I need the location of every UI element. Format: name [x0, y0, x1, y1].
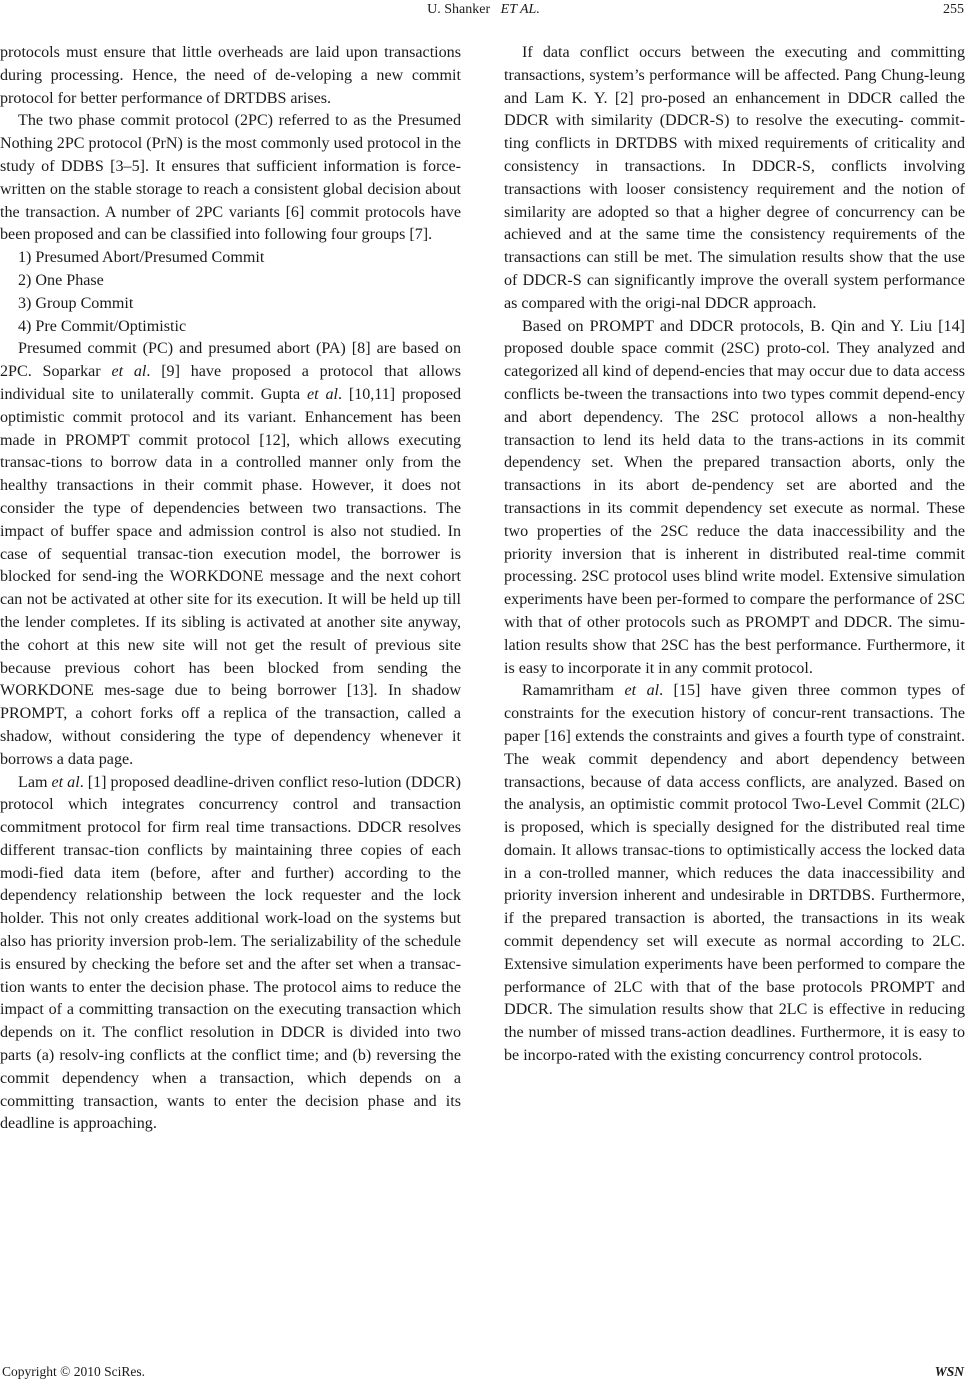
list-item: 4) Pre Commit/Optimistic [18, 317, 187, 335]
list-item: 3) Group Commit [18, 294, 134, 312]
paragraph: Based on PROMPT and DDCR protocols, B. Qin and Y. Liu [14] proposed double space commit (2SC) proto-col. They analyzed and categorized all kind of depend-encies that may occur due to data access conflicts be-tween the transactions into two types commit depend-ency and abort dependency. The 2SC protocol allows a non-healthy transaction to lend its held data to the trans-actions in its commit dependency set. When the prepared transaction aborts, only the transactions in its abort de-pendency set are aborted and the transactions in its commit dependency set execute as normal. These two properties of the 2SC reduce the data inaccessibility and the priority inversion that is inherent in distributed real-time commit processing. 2SC protocol uses blind write model. Extensive simulation experiments have been per-formed to compare the performance of 2SC with that of other protocols such as PROMPT and DDCR. The simu-lation results show that 2SC has the best performance. Furthermore, it is easy to incorporate it in any commit protocol. [504, 317, 965, 677]
text-run: Presumed commit (PC) and presumed abort (PA) [8] are based on 2PC. Soparkar [0, 340, 461, 381]
et-al-text: et al [624, 682, 660, 700]
copyright-notice: Copyright © 2010 SciRes. [2, 1364, 146, 1379]
running-head [0, 0, 967, 22]
text-run: . [15] have given three common types of constraints for the execution history of concur-rent transactions. The paper [16] extends the constraints and gives a fourth type of constraint. The weak commit dependency and abort dependency between transactions, because of data access conflicts, are analyzed. Based on the analysis, an optimistic commit protocol Two-Level Commit (2LC) is proposed, which is specially designed for the distributed real time domain. It allows transac-tions to optimistically access the locked data in a con-trolled manner, which reduces the data inaccessibility and priority inversion inherent and undesirable in DRTDBS. Furthermore, if the prepared transaction is aborted, the transactions in its weak commit dependency set will execute as normal according to 2LC. Extensive simulation experiments have been performed to compare the performance of 2LC with that of the base protocols PROMPT and DDCR. The simulation results show that 2LC is effective in reducing the number of missed trans-action deadlines. Furthermore, it is easy to be incorpo-rated with the existing concurrency control protocols. [504, 682, 966, 1065]
text-run: . [10,11] proposed optimistic commit protocol and its variant. Enhancement has been made in PROMPT commit protocol [12], which allows executing transac-tions to borrow data in a controlled manner only from the healthy transactions in their commit phase. However, it does not consider the type of dependencies between two transactions. The impact of buffer space and admission control is also not studied. In case of sequential transac-tion execution model, the borrower is blocked for send-ing the WORKDONE message and the next cohort can not be activated at other site for its execution. It will be held up till the lender completes. If its sibling is activated at another site anyway, the cohort at this new site will not get the result of previous site because previous cohort has been blocked from sending the WORKDONE mes-sage due to being borrower [13]. In shadow PROMPT, a cohort forks off a replica of the transaction, called a shadow, without considering the type of dependency whenever it borrows a data page. [0, 385, 462, 768]
text-run: . [1] proposed deadline-driven conflict reso-lution (DDCR) protocol which integrates concurrency control and transaction commitment protocol for firm real time transactions. DDCR resolves different transac-tion conflicts by maintaining three copies of each modi-fied data item (before, after and further) according to the dependency relationship between the lock requester and the lock holder. This not only creates additional work-load on the systems but also has priority inversion prob-lem. The serializability of the schedule is ensured by checking the before set and the after set when a transac-tion wants to enter the decision phase. The protocol aims to reduce the impact of a committing transaction on the executing transaction which depends on it. The conflict resolution in DDCR is divided into two parts (a) resolv-ing conflicts at the conflict time; and (b) reversing the commit dependency when a transaction, which depends on a committing transaction, wants to enter the decision phase and its deadline is approaching. [0, 773, 462, 1133]
paragraph: The two phase commit protocol (2PC) referred to as the Presumed Nothing 2PC protocol (PrN) is the most commonly used protocol in the study of DDBS [3–5]. It ensures that sufficient information is force-written on the stable storage to reach a consistent global decision about the transaction. A number of 2PC variants [6] commit protocols have been proposed and can be classified into following four groups [7]. [0, 112, 461, 244]
et-al-text: et al [51, 773, 80, 791]
et-al-text: et al [306, 385, 338, 403]
authors-name: U. Shanker [427, 2, 491, 17]
paragraph [0, 772, 461, 1137]
list-item: 1) Presumed Abort/Presumed Commit [18, 249, 265, 267]
list-item: 2) One Phase [18, 271, 104, 289]
text-run: Lam [18, 773, 52, 791]
paragraph [0, 338, 461, 771]
text-run: . [9] have proposed a protocol that allows individual site to unilaterally commit. Gupta [0, 363, 462, 403]
paragraph: If data conflict occurs between the executing and committing transactions, system’s performance will be affected. Pang Chung-leung and Lam K. Y. [2] pro-posed an enhancement in DDCR called the DDCR with similarity (DDCR-S) to resolve the executing- commit-ting conflicts in DRTDBS with mixed requirements of criticality and consistency in transactions. In DDCR-S, conflicts involving transactions with looser consistency requirement and the notion of similarity are adopted so that a higher degree of concurrency can be achieved and at the same time the consistency requirements of the transactions can still be met. The simulation results show that the use of DDCR-S can significantly improve the overall system performance as compared with the origi-nal DDCR approach. [504, 44, 965, 312]
running-head-authors [0, 0, 967, 20]
paragraph: protocols must ensure that little overheads are laid upon transactions during processing. Hence, the need of de-veloping a new commit protocol for better performance of DRTDBS arises. [0, 44, 461, 107]
text-run: Ramamritham [522, 682, 625, 700]
et-al-text: et al [111, 363, 147, 381]
paragraph [504, 680, 965, 1068]
page-footer [0, 1362, 967, 1384]
page-number: 255 [943, 2, 964, 17]
right-column [504, 42, 965, 1068]
journal-abbreviation: WSN [934, 1364, 964, 1379]
authors-etal: ET AL. [500, 2, 540, 17]
left-column [0, 42, 461, 1136]
